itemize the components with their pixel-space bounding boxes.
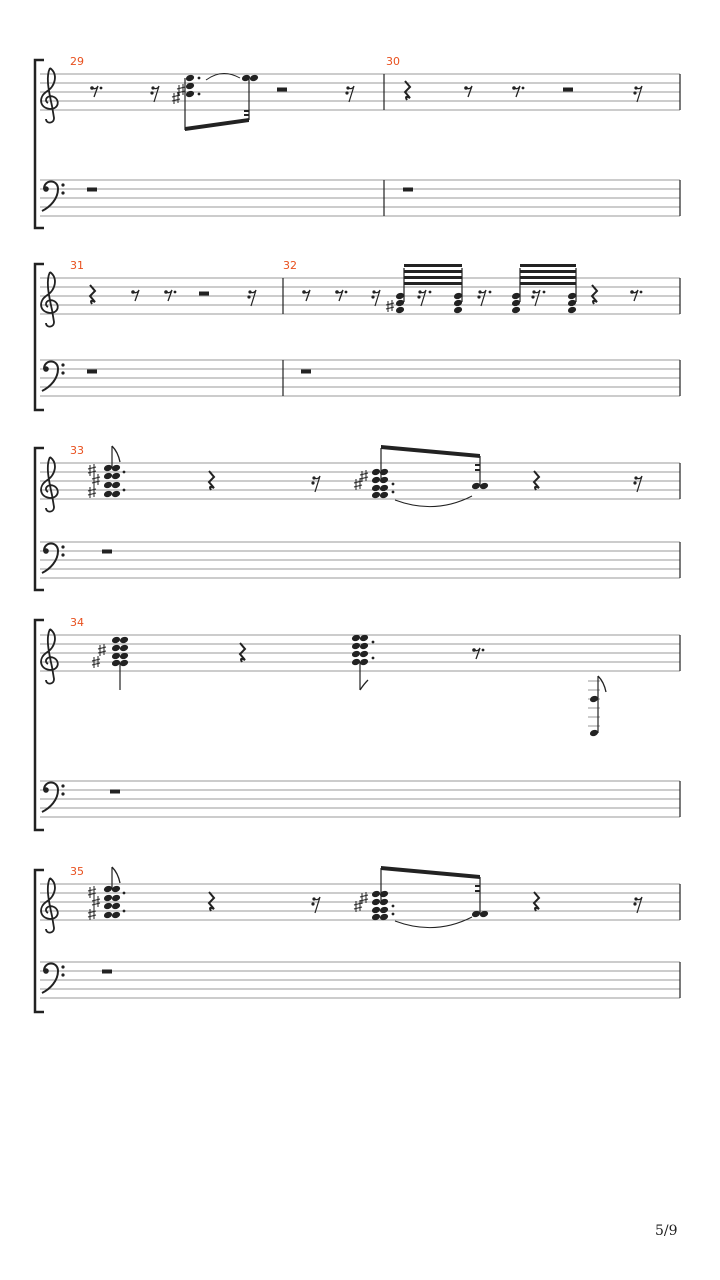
system-2 bbox=[35, 264, 680, 410]
bass-rest-30 bbox=[403, 188, 413, 192]
measure-34 bbox=[92, 634, 606, 738]
measure-number-31: 31 bbox=[70, 259, 84, 272]
system-4 bbox=[35, 620, 680, 830]
measure-number-30: 30 bbox=[386, 55, 400, 68]
bass-rest-32 bbox=[301, 370, 311, 374]
measure-number-29: 29 bbox=[70, 55, 84, 68]
treble-clef bbox=[41, 457, 58, 512]
system-bracket bbox=[35, 60, 44, 228]
treble-clef bbox=[41, 272, 58, 327]
measure-number-32: 32 bbox=[283, 259, 297, 272]
bass-rest-31 bbox=[87, 370, 97, 374]
bass-staff bbox=[40, 542, 680, 578]
system-5 bbox=[35, 866, 680, 1012]
measure-number-33: 33 bbox=[70, 444, 84, 457]
bass-rest-35 bbox=[102, 970, 112, 974]
system-1 bbox=[35, 60, 680, 228]
bass-staff bbox=[40, 180, 680, 216]
bass-rest-34 bbox=[110, 790, 120, 794]
treble-clef bbox=[41, 68, 58, 123]
measure-29 bbox=[90, 73, 354, 131]
treble-staff bbox=[40, 68, 680, 123]
measure-number-34: 34 bbox=[70, 616, 84, 629]
bass-rest-33 bbox=[102, 550, 112, 554]
measure-32 bbox=[302, 264, 642, 314]
bass-rest-29 bbox=[87, 188, 97, 192]
treble-clef bbox=[41, 878, 58, 933]
page-number: 5/9 bbox=[655, 1223, 678, 1239]
measure-number-35: 35 bbox=[70, 865, 84, 878]
treble-clef bbox=[41, 629, 58, 684]
system-3 bbox=[35, 445, 680, 590]
system-bracket bbox=[35, 870, 44, 1012]
measure-33 bbox=[88, 445, 642, 507]
bass-staff bbox=[40, 962, 680, 998]
bass-staff bbox=[40, 360, 680, 396]
bass-staff bbox=[40, 781, 680, 817]
system-bracket bbox=[35, 264, 44, 410]
measure-35 bbox=[88, 866, 642, 928]
